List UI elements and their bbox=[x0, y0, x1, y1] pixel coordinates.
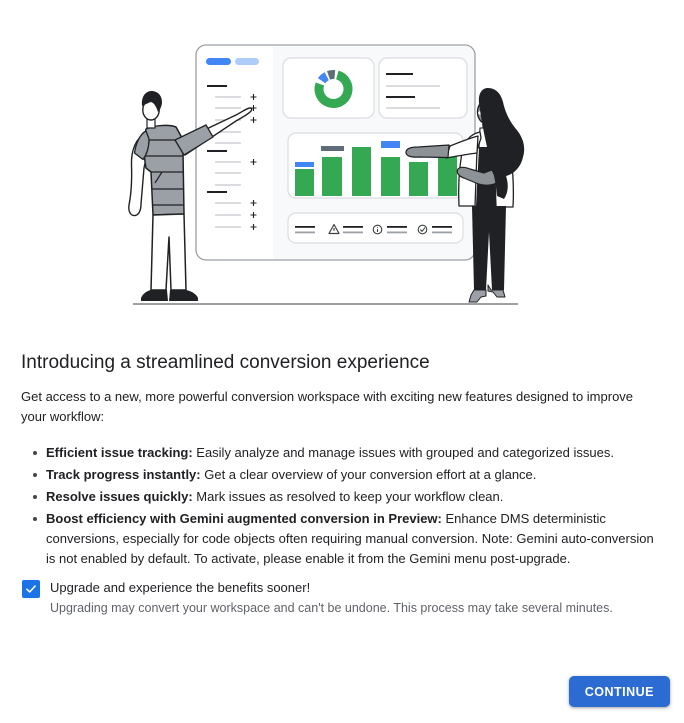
bullet-text: Efficient issue tracking: Easily analyze and manage issues with grouped and categorized issues. bbox=[46, 445, 614, 460]
bar-chart bbox=[288, 133, 463, 198]
list-item bbox=[33, 443, 656, 463]
checkmark-icon bbox=[25, 583, 37, 595]
page-title: Introducing a streamlined conversion experience bbox=[21, 352, 430, 373]
checkbox-description: Upgrading may convert your workspace and can't be undone. This process may take several minutes. bbox=[50, 601, 613, 615]
text-card bbox=[379, 58, 467, 118]
list-item bbox=[33, 465, 656, 485]
continue-button[interactable]: CONTINUE bbox=[569, 676, 670, 707]
dashboard-illustration bbox=[0, 0, 684, 312]
list-item bbox=[33, 509, 656, 569]
status-legend bbox=[288, 213, 463, 243]
bullet-icon bbox=[33, 473, 37, 477]
upgrade-option bbox=[0, 579, 684, 616]
donut-chart bbox=[283, 58, 374, 118]
feature-list bbox=[0, 443, 684, 569]
bullet-text: Track progress instantly: Get a clear overview of your conversion effort at a glance. bbox=[46, 467, 537, 482]
bullet-icon bbox=[33, 517, 37, 521]
list-item bbox=[33, 487, 656, 507]
intro-text: Get access to a new, more powerful conversion workspace with exciting new features designed to improve your workflow: bbox=[21, 389, 634, 424]
bullet-text: Resolve issues quickly: Mark issues as resolved to keep your workflow clean. bbox=[46, 489, 504, 504]
checkbox-label[interactable]: Upgrade and experience the benefits sooner! bbox=[50, 580, 311, 595]
bullet-text: Boost efficiency with Gemini augmented conversion in Preview: Enhance DMS deterministic conversions, especially for code objects often requiring manual conversion. Note: Gemini auto-conversion is not enabled by default. To activate, please enable it from the Gemini menu post-upgrade. bbox=[46, 511, 654, 566]
bullet-icon bbox=[33, 495, 37, 499]
bullet-icon bbox=[33, 451, 37, 455]
upgrade-checkbox[interactable] bbox=[22, 580, 40, 598]
